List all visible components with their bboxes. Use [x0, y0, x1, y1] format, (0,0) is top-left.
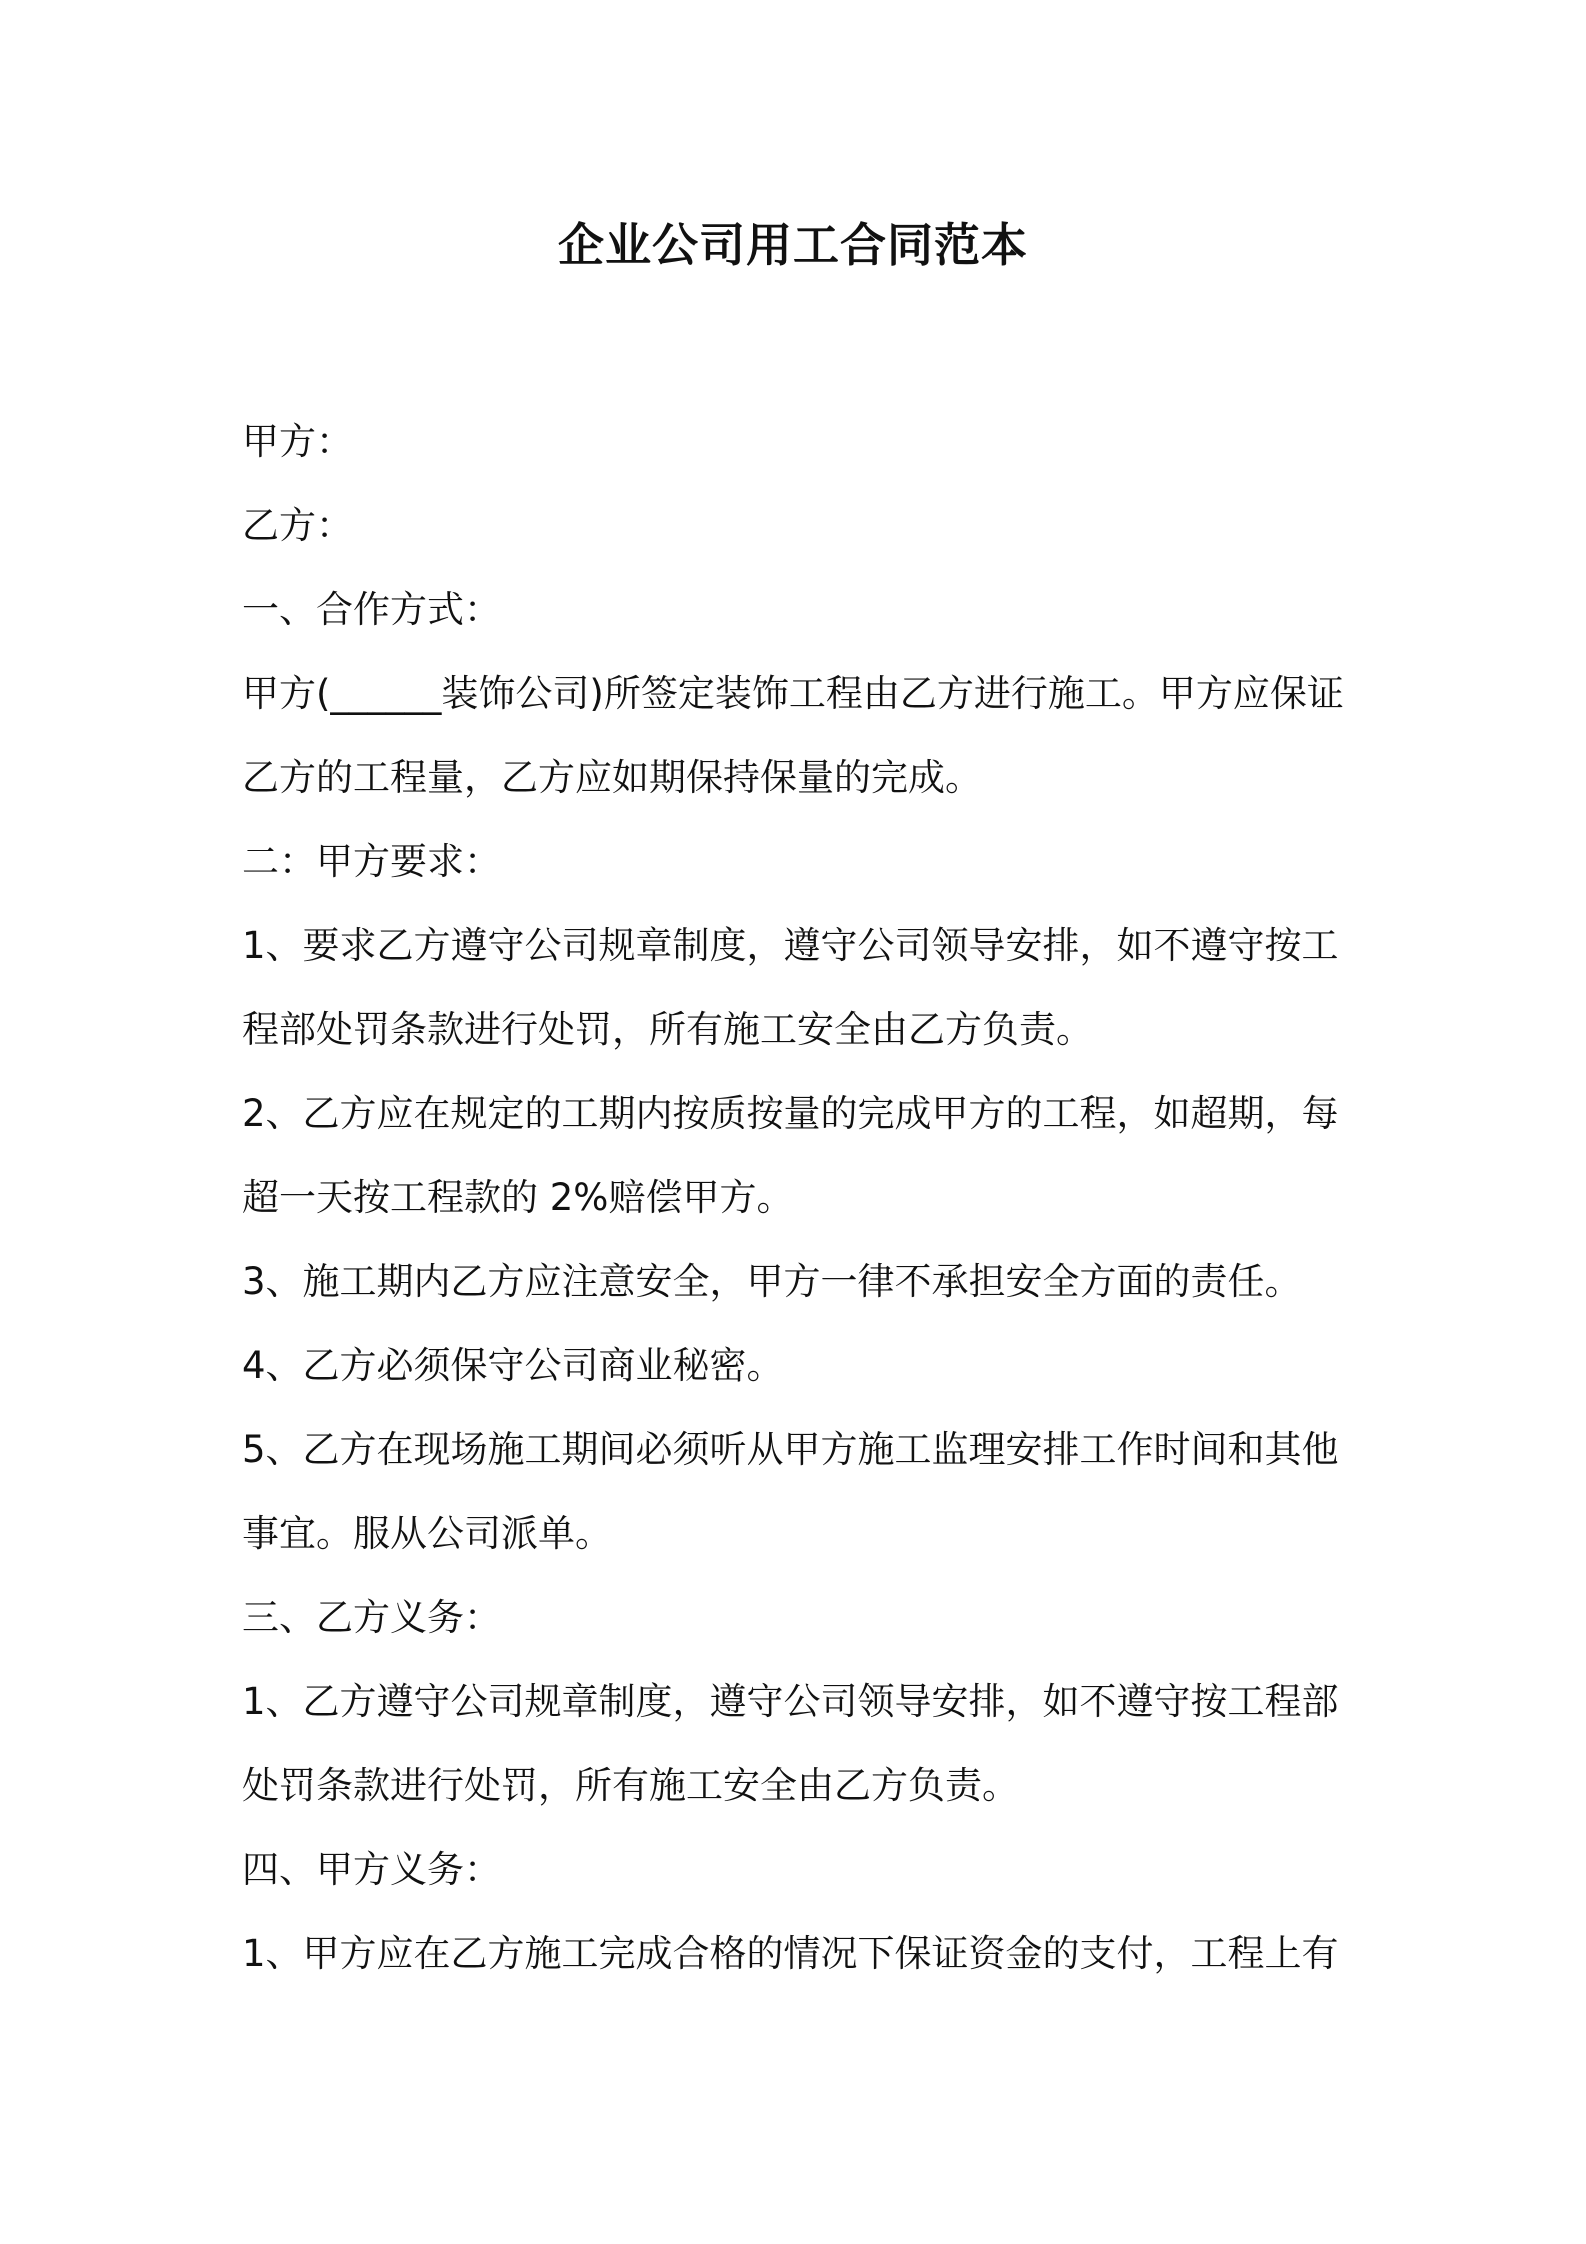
paragraph-line: 1、乙方遵守公司规章制度，遵守公司领导安排，如不遵守按工程部: [242, 1680, 1339, 1723]
section-heading-party-b-obligations: 三、乙方义务：: [242, 1596, 501, 1639]
paragraph-line: 4、乙方必须保守公司商业秘密。: [242, 1344, 784, 1387]
paragraph-line: 1、要求乙方遵守公司规章制度，遵守公司领导安排，如不遵守按工: [242, 924, 1339, 967]
contract-body: [242, 400, 1357, 1996]
paragraph-line: 2、乙方应在规定的工期内按质按量的完成甲方的工程，如超期，每: [242, 1092, 1339, 1135]
party-a-line: 甲方：: [242, 420, 353, 463]
section-heading-cooperation: 一、合作方式：: [242, 588, 501, 631]
paragraph-line: 超一天按工程款的 2%赔偿甲方。: [242, 1176, 794, 1219]
paragraph-line: 甲方(______装饰公司)所签定装饰工程由乙方进行施工。甲方应保证: [242, 672, 1344, 715]
paragraph-line: 乙方的工程量，乙方应如期保持保量的完成。: [242, 756, 982, 799]
paragraph-line: 5、乙方在现场施工期间必须听从甲方施工监理安排工作时间和其他: [242, 1428, 1339, 1471]
section-heading-party-a-requirements: 二：甲方要求：: [242, 840, 501, 883]
party-b-line: 乙方：: [242, 504, 353, 547]
paragraph-line: 程部处罚条款进行处罚，所有施工安全由乙方负责。: [242, 1008, 1093, 1051]
paragraph-line: 事宜。服从公司派单。: [242, 1512, 612, 1555]
paragraph-line: 3、施工期内乙方应注意安全，甲方一律不承担安全方面的责任。: [242, 1260, 1302, 1303]
paragraph-line: 处罚条款进行处罚，所有施工安全由乙方负责。: [242, 1764, 1019, 1807]
document-title: 企业公司用工合同范本: [558, 218, 1028, 272]
paragraph-line: 1、甲方应在乙方施工完成合格的情况下保证资金的支付，工程上有: [242, 1932, 1339, 1975]
section-heading-party-a-obligations: 四、甲方义务：: [242, 1848, 501, 1891]
